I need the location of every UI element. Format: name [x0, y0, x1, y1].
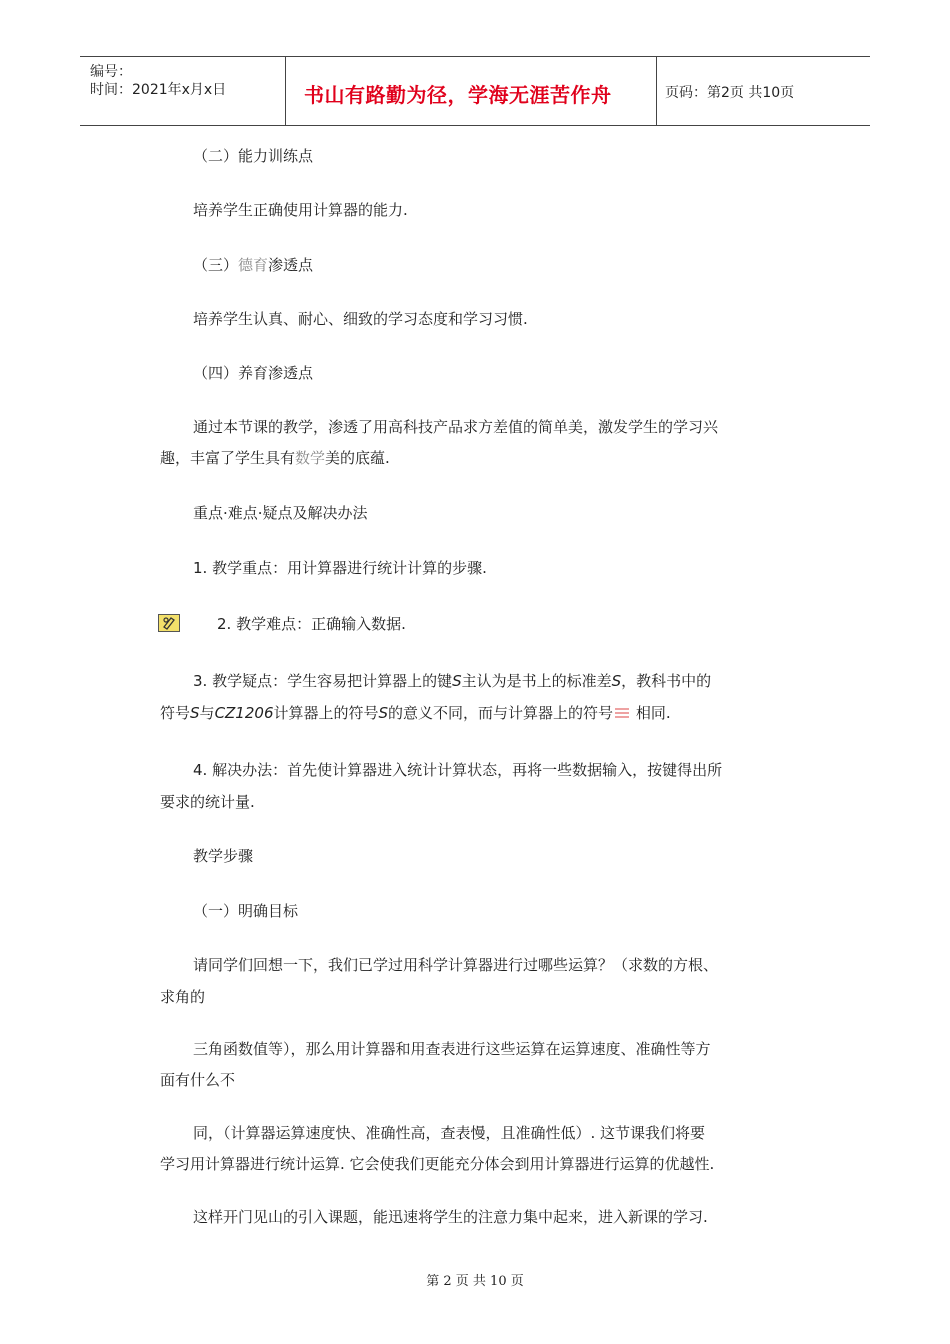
key-point-2-number: 2: [217, 615, 227, 633]
key-point-1: [193, 553, 487, 583]
symbol-s-1: S: [452, 672, 462, 690]
key-points-title: 重点·难点·疑点及解决办法: [193, 504, 368, 522]
key-point-3-d: 符号: [160, 704, 191, 722]
section-4-title: （四）养育渗透点: [193, 364, 314, 382]
page-header: [80, 56, 870, 126]
key-point-3-number: 3: [193, 672, 203, 690]
key-point-4-text: . 解决办法：首先使计算器进入统计计算状态，再将一些数据输入，按键得出所: [202, 761, 723, 779]
key-point-3-g: 的意义不同，而与计算器上的符号: [388, 704, 614, 722]
symbol-s-2: S: [611, 672, 622, 690]
page-footer: 第 2 页 共 10 页: [426, 1274, 524, 1289]
key-point-4-line-2: 要求的统计量.: [160, 793, 255, 811]
annotation-icon[interactable]: [158, 614, 180, 632]
symbol-s-3: S: [190, 704, 200, 722]
header-page-cell: [665, 57, 870, 125]
key-point-3-e: 与: [199, 704, 215, 722]
para-2-line-2: 面有什么不: [160, 1071, 236, 1089]
page-info: 页码：第2页 共10页: [665, 85, 795, 101]
section-4-line-2: [160, 443, 390, 473]
key-point-2: [217, 609, 406, 639]
key-point-4-line-1: [193, 755, 722, 785]
para-2-line-1: 三角函数值等），那么用计算器和用查表进行这些运算在运算速度、准确性等方: [193, 1040, 711, 1058]
motto: 书山有路勤为径，学海无涯苦作舟: [304, 83, 612, 107]
section-4-line-1: 通过本节课的教学，渗透了用高科技产品求方差值的简单美，激发学生的学习兴: [193, 418, 719, 436]
key-point-1-text: . 教学重点：用计算器进行统计计算的步骤.: [202, 559, 487, 577]
key-point-1-number: 1: [193, 559, 203, 577]
section-2-title: （二）能力训练点: [193, 147, 314, 165]
header-meta: [80, 57, 285, 125]
header-motto-cell: [285, 57, 657, 125]
para-1-line-2: 求角的: [160, 988, 206, 1006]
number-label: 编号：: [90, 64, 132, 80]
para-3-line-2: 学习用计算器进行统计运算. 它会使我们更能充分体会到用计算器进行运算的优越性.: [160, 1155, 715, 1173]
key-point-3-b: 主认为是书上的标准差: [461, 672, 612, 690]
para-3-line-1: 同，（计算器运算速度快、准确性高，查表慢，且准确性低）. 这节课我们将要: [193, 1124, 706, 1142]
steps-title: 教学步骤: [193, 847, 254, 865]
para-4: 这样开门见山的引入课题，能迅速将学生的注意力集中起来，进入新课的学习.: [193, 1208, 708, 1226]
symbol-s-4: S: [378, 704, 389, 722]
section-3-text: 培养学生认真、耐心、细致的学习态度和学习习惯.: [193, 310, 528, 328]
key-point-4-number: 4: [193, 761, 203, 779]
key-point-3-h: 相同.: [631, 704, 671, 722]
calculator-model: CZ1206: [214, 704, 274, 722]
sigma-symbol-icon: [613, 706, 631, 720]
section-4-line-2-a: 趣，丰富了学生具有: [160, 449, 296, 467]
key-point-3-line-1: [193, 666, 711, 696]
key-point-3-line-2: [160, 698, 671, 728]
section-3-suffix: 渗透点: [268, 256, 314, 274]
section-3-prefix: （三）: [193, 256, 239, 274]
note-pen-icon: [162, 616, 176, 630]
key-point-3-f: 计算器上的符号: [273, 704, 379, 722]
section-4-line-2-b: 美的底蕴.: [325, 449, 390, 467]
section-3-link[interactable]: 德育: [238, 256, 269, 274]
key-point-2-text: . 教学难点：正确输入数据.: [226, 615, 406, 633]
time-label: 时间：2021年x月x日: [90, 82, 227, 98]
key-point-3-c: ，教科书中的: [621, 672, 712, 690]
section-2-text: 培养学生正确使用计算器的能力.: [193, 201, 408, 219]
step-1-title: （一）明确目标: [193, 902, 299, 920]
para-1-line-1: 请同学们回想一下，我们已学过用科学计算器进行过哪些运算？（求数的方根、: [193, 956, 719, 974]
key-point-3-a: . 教学疑点：学生容易把计算器上的键: [202, 672, 453, 690]
math-link[interactable]: 数学: [295, 449, 326, 467]
section-3-title: [193, 250, 313, 280]
